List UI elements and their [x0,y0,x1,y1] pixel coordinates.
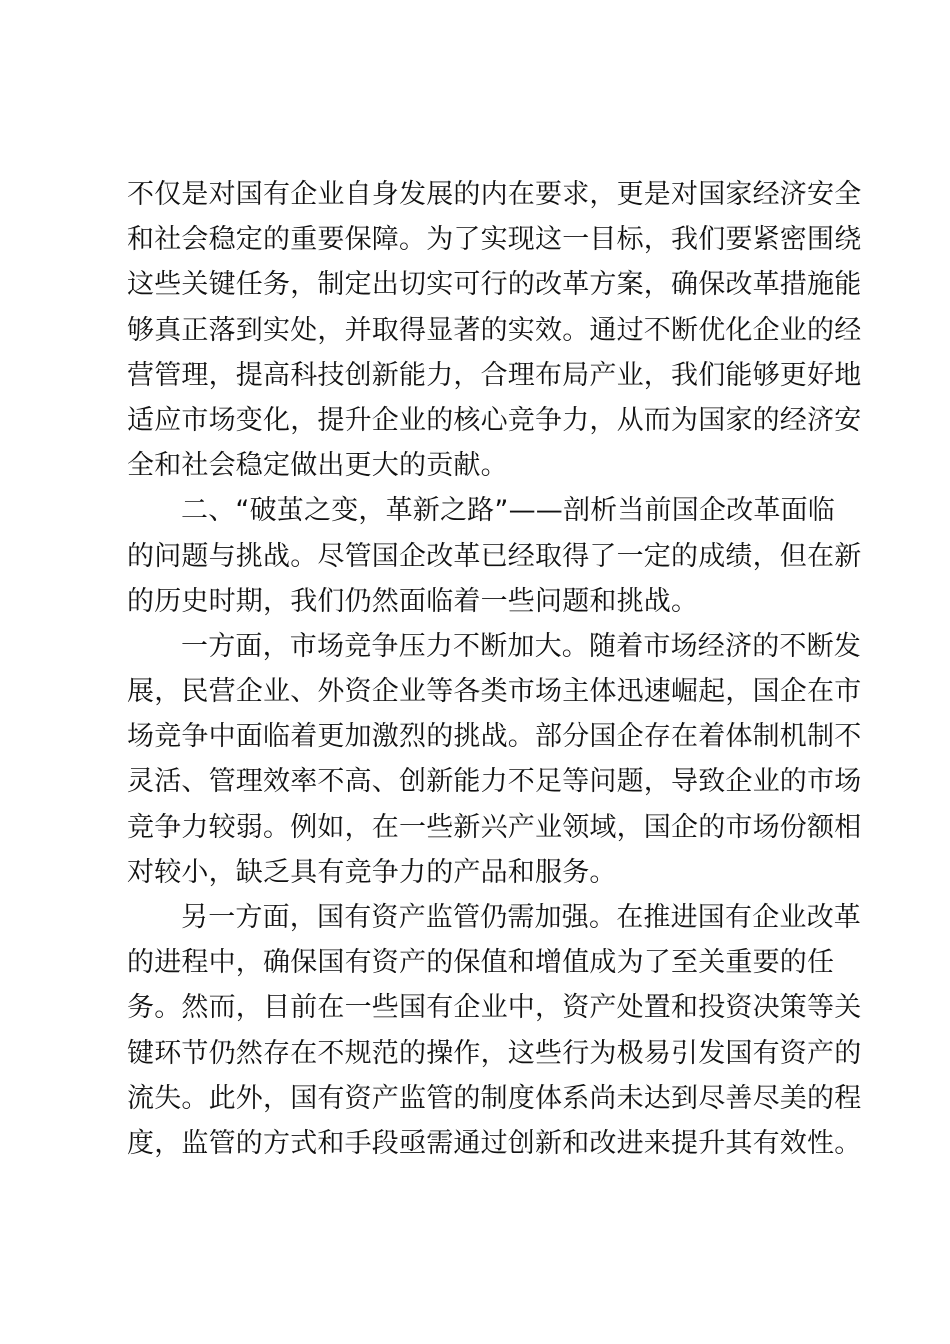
text-line: 的历史时期，我们仍然面临着一些问题和挑战。 [127,585,699,617]
text-line: 的进程中，确保国有资产的保值和增值成为了至关重要的任 [127,947,835,979]
text-line: 适应市场变化，提升企业的核心竞争力，从而为国家的经济安 [127,404,862,436]
text-line: 流失。此外，国有资产监管的制度体系尚未达到尽善尽美的程 [127,1082,862,1114]
text-line: 务。然而，目前在一些国有企业中，资产处置和投资决策等关 [127,992,862,1024]
text-line: 营管理，提高科技创新能力，合理布局产业，我们能够更好地 [127,359,862,391]
body-text [127,172,862,1166]
text-line: 展，民营企业、外资企业等各类市场主体迅速崛起，国企在市 [127,676,862,708]
text-line: 不仅是对国有企业自身发展的内在要求，更是对国家经济安全 [127,179,862,210]
paragraph-start-line: 另一方面，国有资产监管仍需加强。在推进国有企业改革 [181,902,861,933]
text-line: 场竞争中面临着更加激烈的挑战。部分国企存在着体制机制不 [127,721,862,753]
text-line: 够真正落到实处，并取得显著的实效。通过不断优化企业的经 [127,314,862,346]
text-line: 度，监管的方式和手段亟需通过创新和改进来提升其有效性。 [127,1127,862,1159]
text-line: 键环节仍然存在不规范的操作，这些行为极易引发国有资产的 [127,1037,862,1069]
text-line: 这些关键任务，制定出切实可行的改革方案，确保改革措施能 [127,269,862,301]
text-line: 全和社会稳定做出更大的贡献。 [127,450,508,482]
text-line: 和社会稳定的重要保障。为了实现这一目标，我们要紧密围绕 [127,224,862,256]
text-line: 对较小，缺乏具有竞争力的产品和服务。 [127,856,617,888]
text-line: 竞争力较弱。例如，在一些新兴产业领域，国企的市场份额相 [127,811,862,843]
paragraph-start-line: 一方面，市场竞争压力不断加大。随着市场经济的不断发 [181,630,861,662]
text-line: 的问题与挑战。尽管国企改革已经取得了一定的成绩，但在新 [127,540,862,572]
text-line: 灵活、管理效率不高、创新能力不足等问题，导致企业的市场 [127,766,862,798]
section-heading-line: 二、“破茧之变，革新之路”——剖析当前国企改革面临 [181,495,835,527]
